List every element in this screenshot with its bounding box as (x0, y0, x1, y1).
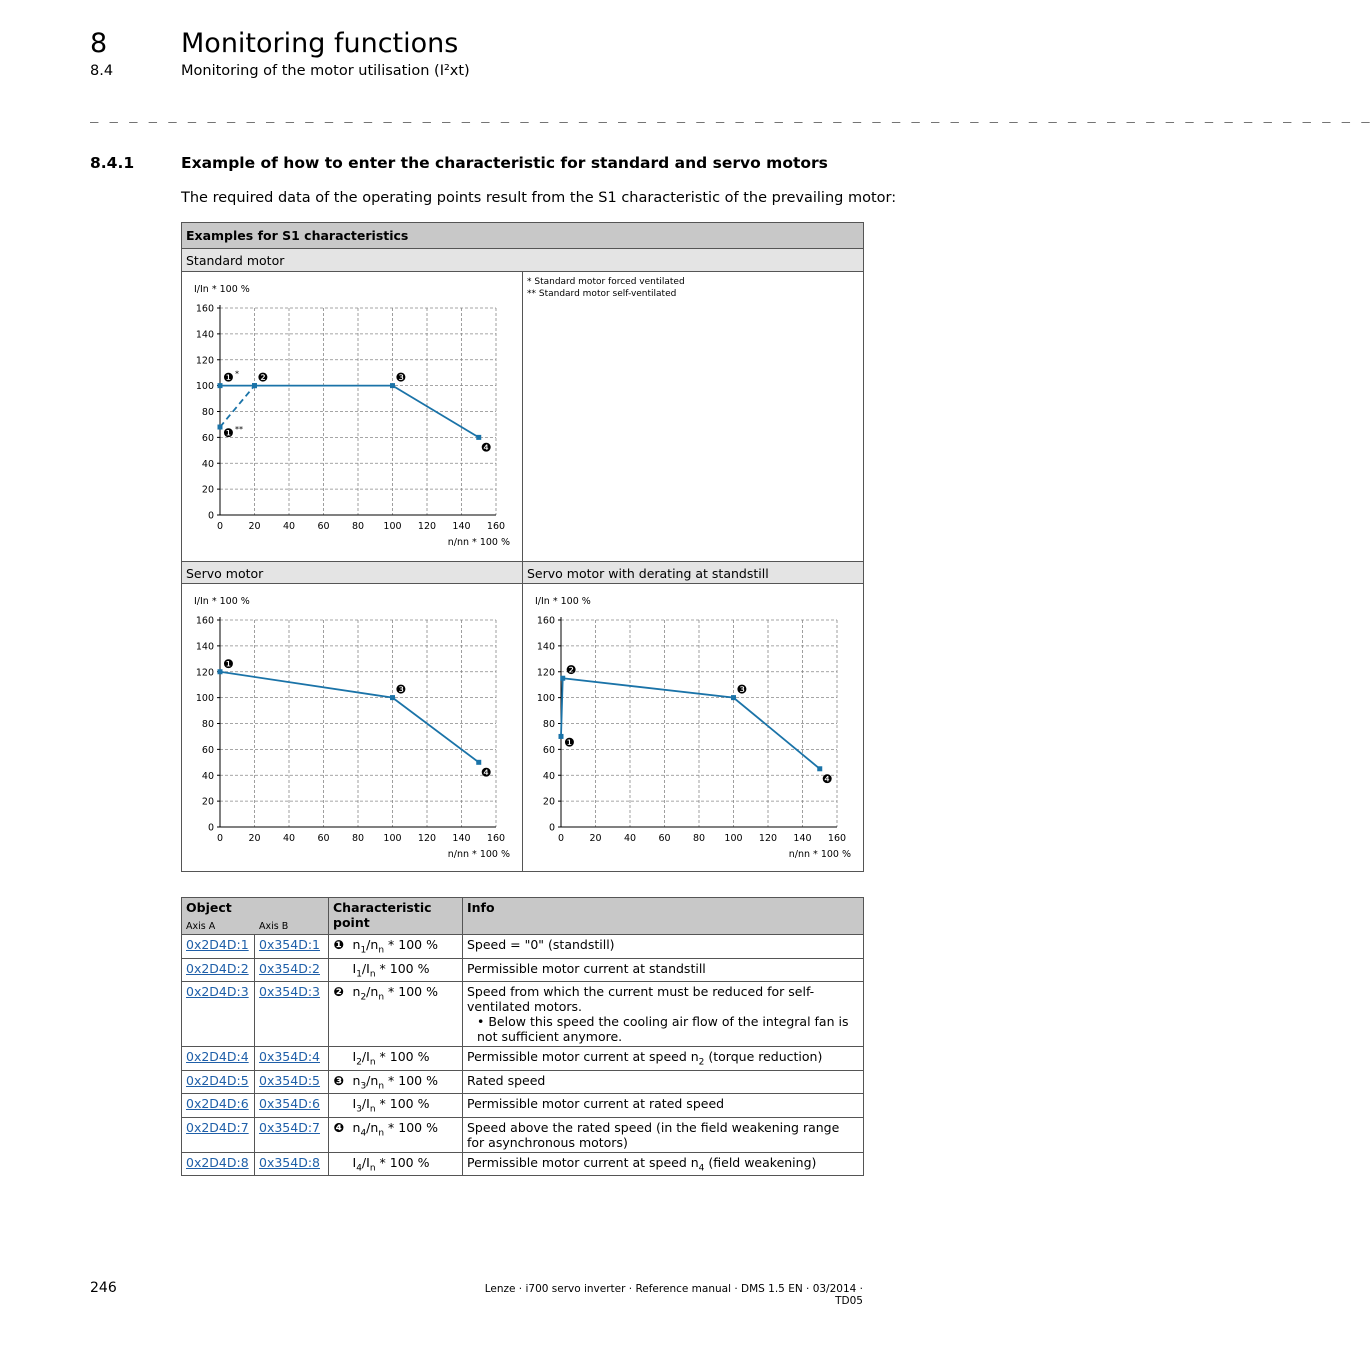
info-sub: 2 (698, 1057, 705, 1068)
characteristic-cell: $I_2/I_n * 100$ % (349, 1047, 463, 1071)
info-bullet: • Below this speed the cooling air flow of the integral fan is not sufficient anymore. (477, 1014, 859, 1044)
info-text: Permissible motor current at speed n (467, 1049, 699, 1064)
data-point (476, 435, 481, 440)
y-axis-label: I/In * 100 % (194, 596, 250, 607)
point-number-icon: ❸ (395, 370, 407, 385)
cp-tail: * 100 % (375, 1049, 430, 1064)
examples-heading: Examples for S1 characteristics (182, 223, 863, 249)
chart-servo-derating (523, 585, 863, 870)
info-text: Permissible motor current at speed n (467, 1154, 699, 1170)
annotation-suffix: ** (235, 425, 243, 435)
axis-a-cell (182, 1070, 255, 1094)
y-tick-label: 80 (542, 719, 555, 730)
subsection-number: 8.4.1 (90, 154, 135, 172)
axis-a-link[interactable]: 0x2D4D:2 (186, 960, 249, 976)
axis-a-link[interactable]: 0x2D4D:5 (186, 1072, 249, 1088)
column-divider (522, 272, 523, 561)
series-line-1 (220, 386, 255, 427)
cp-den-sub: n (369, 1163, 376, 1173)
point-number-icon: ❸ (395, 682, 407, 697)
axis-b-cell (255, 1117, 329, 1152)
info-text: Speed = "0" (standstill) (467, 937, 615, 952)
table-row (182, 982, 864, 1047)
axis-a-cell (182, 1152, 255, 1176)
info-cell (463, 1152, 864, 1176)
info-cell (463, 982, 864, 1047)
footer-text: Lenze · i700 servo inverter · Reference manual · DMS 1.5 EN · 03/2014 · TD05 (484, 1283, 863, 1307)
info-cell (463, 1117, 864, 1152)
point-marker (329, 1070, 349, 1094)
y-tick-label: 140 (536, 641, 555, 653)
cp-tail: * 100 % (384, 1119, 438, 1135)
standard-notes (527, 276, 685, 300)
x-tick-label: 60 (317, 521, 330, 532)
point-marker (329, 1152, 349, 1176)
info-text: Permissible motor current at rated speed (467, 1096, 725, 1111)
servo-derating-label: Servo motor with derating at standstill (523, 561, 863, 584)
y-tick-label: 120 (195, 355, 214, 367)
cp-den: I (366, 960, 370, 976)
info-sub: 4 (698, 1163, 705, 1173)
characteristic-cell: $n_3/n_n * 100$ % (349, 1070, 463, 1094)
point-marker (329, 1117, 349, 1152)
cp-den-sub: n (378, 945, 385, 956)
axis-a-cell (182, 1047, 255, 1071)
axis-a-cell (182, 982, 255, 1047)
y-tick-label: 100 (195, 381, 214, 393)
x-tick-label: 160 (827, 833, 847, 844)
x-tick-label: 100 (383, 521, 402, 532)
cp-den-sub: n (378, 1081, 385, 1091)
table-row (182, 1117, 864, 1152)
x-axis-label: n/nn * 100 % (447, 537, 510, 548)
cp-den-sub: n (369, 1104, 376, 1115)
info-tail: (torque reduction) (704, 1049, 823, 1064)
note-forced-ventilated: * Standard motor forced ventilated (527, 277, 685, 287)
x-tick-label: 100 (383, 833, 402, 844)
y-tick-label: 40 (201, 770, 214, 782)
table-body (182, 935, 864, 1176)
series-line-0 (220, 386, 479, 441)
x-tick-label: 140 (452, 521, 471, 532)
examples-box (181, 222, 864, 872)
axis-b-cell (255, 1070, 329, 1094)
chapter-number: 8 (90, 28, 108, 59)
table-header-row (182, 898, 864, 935)
info-text: Rated speed (467, 1072, 546, 1088)
x-tick-label: 160 (486, 833, 506, 844)
y-tick-label: 20 (201, 484, 214, 496)
info-cell (463, 1070, 864, 1094)
x-tick-label: 120 (417, 833, 437, 844)
y-tick-label: 80 (201, 407, 214, 418)
y-tick-label: 0 (207, 510, 214, 522)
cp-den-sub: n (378, 1128, 385, 1138)
axis-b-link[interactable]: 0x354D:4 (259, 1049, 320, 1064)
cp-sub: 2 (360, 992, 367, 1003)
info-cell (463, 935, 864, 959)
x-tick-label: 0 (216, 833, 224, 844)
cp-den-sub: n (369, 969, 376, 979)
x-tick-label: 120 (417, 521, 437, 532)
point-number-icon: ❷ (333, 984, 345, 999)
table-row (182, 1047, 864, 1071)
cp-sub: 4 (360, 1128, 367, 1138)
y-tick-label: 100 (536, 693, 555, 705)
table-row (182, 935, 864, 959)
intro-text: The required data of the operating points result from the S1 characteristic of the prevailing motor: (181, 190, 897, 206)
header-info: Info (463, 898, 864, 935)
axis-b-link[interactable]: 0x354D:1 (259, 937, 320, 952)
characteristic-cell: $I_4/I_n * 100$ % (349, 1152, 463, 1176)
data-point (817, 766, 822, 771)
characteristic-cell: $n_4/n_n * 100$ % (349, 1117, 463, 1152)
chart-servo-motor (182, 585, 522, 870)
point-number-icon: ❶ (223, 370, 234, 385)
cp-den-sub: n (378, 992, 385, 1003)
cp-den: n (370, 937, 379, 952)
header-object (182, 898, 329, 935)
point-number-icon: ❸ (736, 682, 748, 697)
data-point (218, 669, 223, 674)
data-point (390, 695, 395, 700)
point-marker (329, 1047, 349, 1071)
data-point (218, 383, 223, 388)
point-marker (329, 1094, 349, 1118)
axis-b-link[interactable]: 0x354D:6 (259, 1096, 320, 1111)
info-text: Speed above the rated speed (in the field weakening range for asynchronous motors) (467, 1119, 840, 1150)
x-tick-label: 60 (317, 833, 330, 844)
subsection-title: Example of how to enter the characteristic for standard and servo motors (181, 154, 828, 172)
x-tick-label: 120 (758, 833, 778, 844)
cp-den: n (370, 1119, 379, 1135)
y-tick-label: 40 (542, 770, 555, 782)
info-cell (463, 958, 864, 982)
info-cell (463, 1047, 864, 1071)
y-tick-label: 160 (195, 303, 214, 315)
point-number-icon: ❶ (564, 735, 575, 750)
axis-b-cell (255, 1047, 329, 1071)
point-marker (329, 935, 349, 959)
page-number: 246 (90, 1280, 117, 1296)
y-tick-label: 160 (195, 615, 214, 627)
cp-var: n (352, 1119, 361, 1135)
header-divider: _ _ _ _ _ _ _ _ _ _ _ _ _ _ _ _ _ _ _ _ _ _ _ _ _ _ _ _ _ _ _ _ _ _ _ _ _ _ _ _ _ _ _ _ _ _ _ _ _ _ _ _ _ _ _ _ _ _ _ _ _ _ _ _ _ _ (90, 107, 1371, 123)
cp-tail: * 100 % (375, 1096, 430, 1111)
x-tick-label: 60 (658, 833, 671, 844)
point-number-icon: ❹ (333, 1119, 345, 1135)
x-axis-label: n/nn * 100 % (788, 849, 851, 860)
y-tick-label: 100 (195, 693, 214, 705)
axis-b-link[interactable]: 0x354D:7 (259, 1119, 320, 1135)
table-row (182, 958, 864, 982)
point-number-icon: ❹ (480, 765, 492, 780)
header-axis-a: Axis A (186, 921, 216, 932)
info-bullets (477, 1014, 859, 1044)
cp-sub: 1 (360, 945, 367, 956)
characteristic-cell: $I_1/I_n * 100$ % (349, 958, 463, 982)
chart-standard-motor (182, 273, 522, 558)
axis-a-link[interactable]: 0x2D4D:6 (186, 1096, 249, 1111)
data-point (560, 676, 565, 681)
characteristic-cell: $n_2/n_n * 100$ % (349, 982, 463, 1047)
cp-var: I (352, 1049, 357, 1064)
x-tick-label: 140 (452, 833, 471, 844)
data-point (252, 383, 257, 388)
x-tick-label: 40 (282, 521, 296, 532)
header-object-label: Object (186, 900, 232, 915)
axis-a-link[interactable]: 0x2D4D:4 (186, 1049, 249, 1064)
info-text: Speed from which the current must be reduced for self-ventilated motors. (467, 984, 815, 1014)
series-line-0 (220, 672, 479, 763)
cp-tail: * 100 % (384, 937, 438, 952)
axis-b-cell (255, 1094, 329, 1118)
annotation-suffix: * (235, 369, 239, 379)
x-tick-label: 100 (724, 833, 743, 844)
cp-var: n (352, 1072, 361, 1088)
point-number-icon: ❸ (333, 1072, 345, 1088)
table-row (182, 1094, 864, 1118)
section-title: Monitoring of the motor utilisation (I²xt) (181, 63, 470, 79)
parameter-table (181, 897, 864, 1176)
x-tick-label: 40 (282, 833, 296, 844)
point-number-icon: ❷ (565, 663, 577, 678)
point-number-icon: ❷ (257, 370, 269, 385)
axis-b-link[interactable]: 0x354D:8 (259, 1154, 320, 1170)
y-tick-label: 0 (548, 822, 555, 834)
data-point (218, 425, 223, 430)
point-marker (329, 958, 349, 982)
table-row (182, 1070, 864, 1094)
table-row (182, 1152, 864, 1176)
y-tick-label: 60 (201, 432, 214, 444)
axis-b-link[interactable]: 0x354D:5 (259, 1072, 320, 1088)
y-tick-label: 40 (201, 458, 214, 470)
cp-tail: * 100 % (375, 1154, 430, 1170)
y-tick-label: 120 (536, 667, 555, 679)
data-point (559, 734, 564, 739)
x-tick-label: 80 (692, 833, 706, 844)
cp-den: I (366, 1049, 370, 1064)
cp-sub: 3 (360, 1081, 367, 1091)
y-tick-label: 60 (542, 744, 555, 756)
axis-a-cell (182, 935, 255, 959)
axis-a-cell (182, 1117, 255, 1152)
y-tick-label: 140 (195, 641, 214, 653)
point-number-icon: ❹ (480, 440, 492, 455)
info-text: Permissible motor current at standstill (467, 960, 706, 976)
axis-b-cell (255, 958, 329, 982)
servo-motor-label: Servo motor (182, 561, 522, 584)
section-number: 8.4 (90, 63, 114, 79)
y-tick-label: 60 (201, 744, 214, 756)
cp-sub: 4 (356, 1163, 362, 1173)
x-tick-label: 0 (216, 521, 224, 532)
point-number-icon: ❶ (333, 937, 345, 952)
header-characteristic: Characteristic point (329, 898, 463, 935)
axis-a-cell (182, 1094, 255, 1118)
x-tick-label: 40 (623, 833, 637, 844)
cp-den: n (370, 984, 379, 999)
cp-den-sub: n (369, 1057, 376, 1068)
cp-den: I (366, 1096, 370, 1111)
x-tick-label: 80 (351, 833, 365, 844)
x-tick-label: 20 (589, 833, 602, 844)
cp-tail: * 100 % (375, 960, 430, 976)
info-tail: (field weakening) (704, 1154, 817, 1170)
data-point (390, 383, 395, 388)
series-line-0 (561, 678, 820, 769)
axis-b-cell (255, 1152, 329, 1176)
cp-var: n (352, 984, 361, 999)
cp-den: I (366, 1154, 370, 1170)
y-tick-label: 120 (195, 667, 214, 679)
y-tick-label: 160 (536, 615, 555, 627)
x-tick-label: 140 (793, 833, 812, 844)
axis-a-link[interactable]: 0x2D4D:1 (186, 937, 249, 952)
point-marker (329, 982, 349, 1047)
cp-var: n (352, 937, 361, 952)
point-number-icon: ❹ (821, 771, 833, 786)
y-tick-label: 140 (195, 329, 214, 341)
cp-tail: * 100 % (384, 984, 438, 999)
cp-sub: 2 (356, 1057, 362, 1068)
x-axis-label: n/nn * 100 % (447, 849, 510, 860)
cp-sub: 3 (356, 1104, 362, 1115)
axis-a-link[interactable]: 0x2D4D:3 (186, 984, 249, 999)
cp-sub: 1 (356, 969, 362, 979)
y-tick-label: 20 (201, 796, 214, 808)
axis-b-link[interactable]: 0x354D:3 (259, 984, 320, 999)
point-number-icon: ❶ (223, 656, 234, 671)
axis-b-cell (255, 982, 329, 1047)
characteristic-cell: $I_3/I_n * 100$ % (349, 1094, 463, 1118)
chapter-title: Monitoring functions (181, 28, 459, 59)
cp-var: I (352, 1154, 357, 1170)
cp-var: I (352, 960, 357, 976)
x-tick-label: 0 (557, 833, 565, 844)
cp-tail: * 100 % (384, 1072, 438, 1088)
axis-a-link[interactable]: 0x2D4D:8 (186, 1154, 249, 1170)
y-tick-label: 80 (201, 719, 214, 730)
y-tick-label: 0 (207, 822, 214, 834)
axis-a-cell (182, 958, 255, 982)
characteristic-cell: $n_1/n_n * 100$ % (349, 935, 463, 959)
data-point (476, 760, 481, 765)
cp-var: I (352, 1096, 357, 1111)
note-self-ventilated: ** Standard motor self-ventilated (527, 289, 677, 299)
x-tick-label: 20 (248, 521, 261, 532)
standard-motor-label: Standard motor (182, 249, 863, 272)
x-tick-label: 20 (248, 833, 261, 844)
point-number-icon: ❶ (223, 426, 234, 441)
header-axis-b: Axis B (259, 921, 289, 932)
x-tick-label: 160 (486, 521, 506, 532)
y-axis-label: I/In * 100 % (194, 284, 250, 295)
x-tick-label: 80 (351, 521, 365, 532)
cp-den: n (370, 1072, 379, 1088)
axis-b-link[interactable]: 0x354D:2 (259, 960, 320, 976)
data-point (731, 695, 736, 700)
y-axis-label: I/In * 100 % (535, 596, 591, 607)
axis-a-link[interactable]: 0x2D4D:7 (186, 1119, 249, 1135)
info-cell (463, 1094, 864, 1118)
y-tick-label: 20 (542, 796, 555, 808)
axis-b-cell (255, 935, 329, 959)
